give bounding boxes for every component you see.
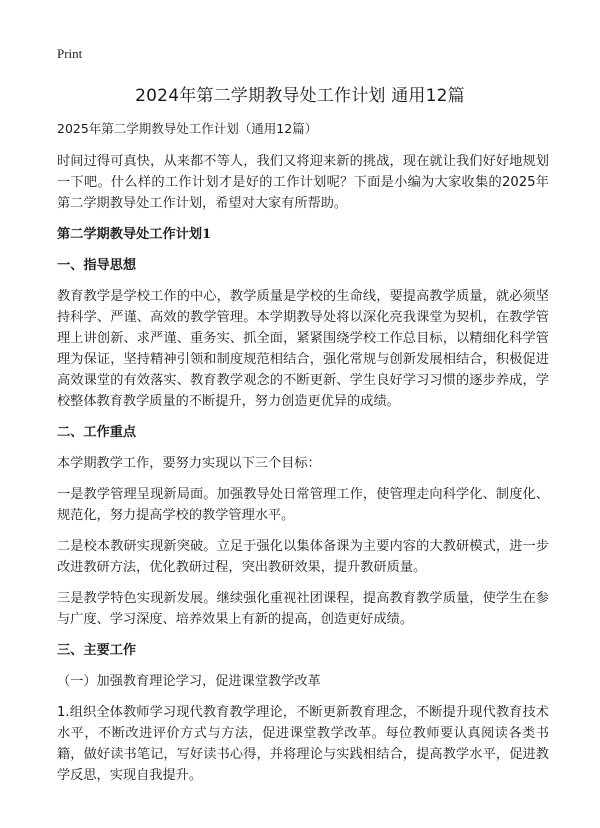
section2-goal2: 二是校本教研实现新突破。立足于强化以集体备课为主要内容的大教研模式，进一步改进教研方法，优化教研过程，突出教研效果，提升教研质量。 <box>57 539 549 575</box>
section1-body: 教育教学是学校工作的中心，教学质量是学校的生命线，要提高教学质量，就必须坚持科学、严谨、高效的教学管理。本学期教导处将以深化亮我课堂为契机，在教学管理上讲创新、求严谨、重务实、抓全面，紧紧围绕学校工作总目标，以精细化科学管理为保证，坚持精神引领和制度规范相结合，强化常规与创新发展相结合，积极促进高效课堂的有效落实、教育教学观念的不断更新、学生良好学习习惯的逐步养成，学校整体教育教学质量的不断提升，努力创造更优异的成绩。 <box>57 289 549 409</box>
section2-heading: 二、工作重点 <box>57 425 137 440</box>
article-body <box>57 118 549 796</box>
section2-goal3: 三是教学特色实现新发展。继续强化重视社团课程，提高教育教学质量，使学生在参与广度、学习深度、培养效果上有新的提高，创造更好成绩。 <box>57 591 549 627</box>
section2-intro: 本学期教学工作，要努力实现以下三个目标： <box>57 456 321 471</box>
article-subtitle: 2025年第二学期教导处工作计划（通用12篇） <box>57 121 318 136</box>
section2-goal1: 一是教学管理呈现新局面。加强教导处日常管理工作，使管理走向科学化、制度化、规范化，努力提高学校的教学管理水平。 <box>57 487 549 523</box>
print-link[interactable]: Print <box>57 46 83 61</box>
intro-paragraph: 时间过得可真快，从来都不等人，我们又将迎来新的挑战，现在就让我们好好地规划一下吧。什么样的工作计划才是好的工作计划呢？下面是小编为大家收集的2025年第二学期教导处工作计划，希望对大家有所帮助。 <box>57 154 549 211</box>
section3-item1: 1.组织全体教师学习现代教育教学理论，不断更新教育理念，不断提升现代教育技术水平，不断改进评价方式与方法，促进课堂教学改革。每位教师要认真阅读各类书籍，做好读书笔记，写好读书心得，并将理论与实践相结合，提高教学水平，促进教学反思，实现自我提升。 <box>57 705 549 783</box>
plan-heading: 第二学期教导处工作计划1 <box>57 227 212 242</box>
section3-heading: 三、主要工作 <box>57 643 137 658</box>
section3-sub1: （一）加强教育理论学习，促进课堂教学改革 <box>57 674 321 689</box>
section1-heading: 一、指导思想 <box>57 258 137 273</box>
page-title: 2024年第二学期教导处工作计划 通用12篇 <box>135 86 465 106</box>
